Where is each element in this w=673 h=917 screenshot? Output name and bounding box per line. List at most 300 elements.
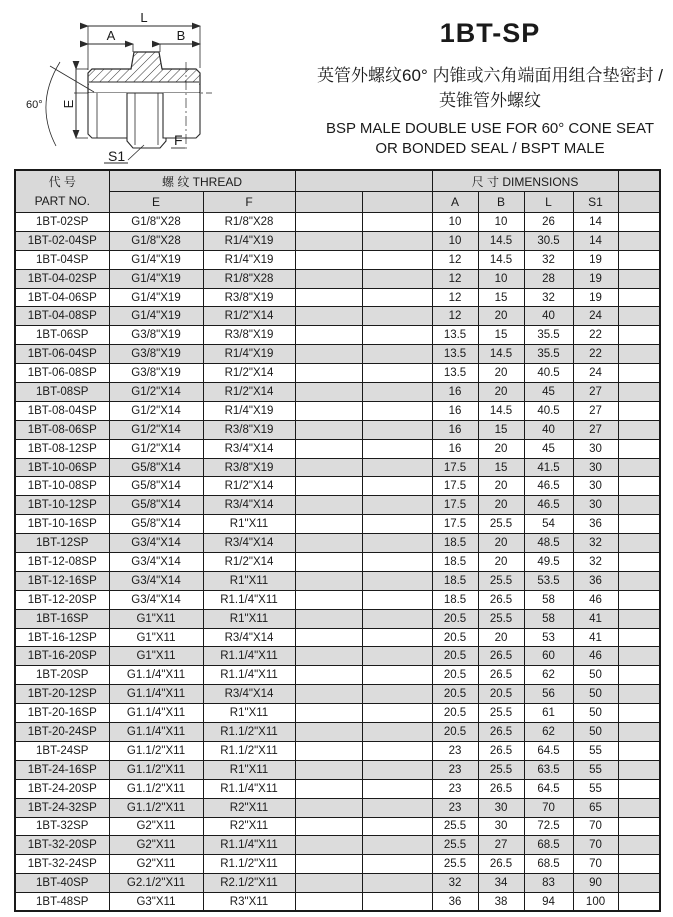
thread-e-cell: G1/2"X14 xyxy=(109,420,203,439)
empty-cell xyxy=(362,647,432,666)
thread-f-cell: R1/8"X28 xyxy=(203,269,295,288)
empty-cell xyxy=(295,307,362,326)
dim-b-cell: 20 xyxy=(478,307,524,326)
dim-l-cell: 62 xyxy=(524,723,573,742)
dim-b-cell: 20.5 xyxy=(478,685,524,704)
empty-cell xyxy=(295,364,362,383)
dim-b-cell: 26.5 xyxy=(478,590,524,609)
table-row xyxy=(15,534,660,553)
table-row xyxy=(15,855,660,874)
table-row xyxy=(15,364,660,383)
dim-s1-cell: 70 xyxy=(573,836,618,855)
empty-cell xyxy=(618,666,660,685)
part-no-cell: 1BT-32-24SP xyxy=(15,855,109,874)
header-part-no-en: PART NO. xyxy=(34,193,90,208)
empty-cell xyxy=(295,553,362,572)
table-row xyxy=(15,571,660,590)
cone-angle-arc xyxy=(46,62,60,146)
thread-e-cell: G1.1/2"X11 xyxy=(109,741,203,760)
thread-e-cell: G1.1/4"X11 xyxy=(109,685,203,704)
dim-l-cell: 54 xyxy=(524,515,573,534)
dim-a-cell: 13.5 xyxy=(432,364,478,383)
dim-a-cell: 18.5 xyxy=(432,590,478,609)
dim-b-cell: 20 xyxy=(478,364,524,383)
dim-l-cell: 53.5 xyxy=(524,571,573,590)
empty-cell xyxy=(295,704,362,723)
dim-a-cell: 20.5 xyxy=(432,704,478,723)
empty-cell xyxy=(295,496,362,515)
empty-cell xyxy=(618,307,660,326)
dim-s1-cell: 70 xyxy=(573,855,618,874)
part-no-cell: 1BT-32-20SP xyxy=(15,836,109,855)
thread-f-cell: R1.1/2"X11 xyxy=(203,741,295,760)
empty-cell xyxy=(295,723,362,742)
empty-cell xyxy=(295,458,362,477)
page-title: 1BT-SP xyxy=(439,18,541,48)
part-no-cell: 1BT-04-06SP xyxy=(15,288,109,307)
dim-a-cell: 16 xyxy=(432,401,478,420)
dim-l-cell: 58 xyxy=(524,609,573,628)
dim-s1-cell: 55 xyxy=(573,760,618,779)
dim-a-cell: 18.5 xyxy=(432,571,478,590)
thread-e-cell: G3/4"X14 xyxy=(109,590,203,609)
empty-cell xyxy=(362,213,432,232)
dim-s1-cell: 100 xyxy=(573,893,618,912)
empty-cell xyxy=(618,685,660,704)
empty-cell xyxy=(618,496,660,515)
dim-l-cell: 40.5 xyxy=(524,401,573,420)
dim-label-E: E xyxy=(61,99,76,109)
part-no-cell: 1BT-02-04SP xyxy=(15,231,109,250)
dim-b-cell: 20 xyxy=(478,496,524,515)
dim-a-cell: 16 xyxy=(432,439,478,458)
part-no-cell: 1BT-48SP xyxy=(15,893,109,912)
thread-f-cell: R1/2"X14 xyxy=(203,383,295,402)
table-row xyxy=(15,307,660,326)
thread-e-cell: G3/4"X14 xyxy=(109,534,203,553)
dim-a-cell: 12 xyxy=(432,269,478,288)
thread-f-cell: R3/4"X14 xyxy=(203,439,295,458)
dim-s1-cell: 50 xyxy=(573,685,618,704)
empty-cell xyxy=(618,647,660,666)
fitting-hex-nut xyxy=(127,93,166,148)
part-no-cell: 1BT-20SP xyxy=(15,666,109,685)
dim-a-cell: 25.5 xyxy=(432,817,478,836)
thread-e-cell: G1.1/4"X11 xyxy=(109,704,203,723)
empty-cell xyxy=(295,534,362,553)
dim-l-cell: 53 xyxy=(524,628,573,647)
empty-cell xyxy=(618,874,660,893)
dim-s1-cell: 36 xyxy=(573,515,618,534)
thread-e-cell: G1.1/4"X11 xyxy=(109,666,203,685)
dim-label-L: L xyxy=(140,12,148,25)
table-row xyxy=(15,401,660,420)
dim-a-cell: 12 xyxy=(432,288,478,307)
empty-cell xyxy=(362,590,432,609)
header-col-l: L xyxy=(524,192,573,213)
part-no-cell: 1BT-32SP xyxy=(15,817,109,836)
table-row xyxy=(15,723,660,742)
empty-cell xyxy=(618,836,660,855)
table-row xyxy=(15,666,660,685)
part-no-cell: 1BT-06-08SP xyxy=(15,364,109,383)
header-dimensions: 尺 寸 DIMENSIONS xyxy=(432,170,618,192)
dim-b-cell: 26.5 xyxy=(478,741,524,760)
thread-f-cell: R1/4"X19 xyxy=(203,231,295,250)
table-row xyxy=(15,326,660,345)
dim-a-cell: 13.5 xyxy=(432,326,478,345)
part-no-cell: 1BT-06-04SP xyxy=(15,345,109,364)
dim-l-cell: 58 xyxy=(524,590,573,609)
dim-a-cell: 16 xyxy=(432,420,478,439)
dim-a-cell: 20.5 xyxy=(432,647,478,666)
thread-e-cell: G2.1/2"X11 xyxy=(109,874,203,893)
empty-cell xyxy=(362,553,432,572)
dim-b-cell: 14.5 xyxy=(478,345,524,364)
empty-cell xyxy=(295,250,362,269)
dim-s1-cell: 50 xyxy=(573,666,618,685)
thread-f-cell: R1/4"X19 xyxy=(203,401,295,420)
empty-cell xyxy=(362,741,432,760)
subtitle-chinese-line2: 英锥管外螺纹 xyxy=(439,91,541,110)
empty-cell xyxy=(295,345,362,364)
empty-cell xyxy=(362,307,432,326)
thread-f-cell: R2"X11 xyxy=(203,798,295,817)
empty-cell xyxy=(362,855,432,874)
dim-l-cell: 49.5 xyxy=(524,553,573,572)
dim-l-cell: 40 xyxy=(524,307,573,326)
thread-f-cell: R1.1/2"X11 xyxy=(203,855,295,874)
dim-label-S1: S1 xyxy=(108,148,126,164)
thread-f-cell: R3/8"X19 xyxy=(203,420,295,439)
thread-f-cell: R3/8"X19 xyxy=(203,458,295,477)
table-row xyxy=(15,741,660,760)
header-col-f: F xyxy=(203,192,295,213)
dim-s1-cell: 70 xyxy=(573,817,618,836)
dim-l-cell: 94 xyxy=(524,893,573,912)
dim-b-cell: 14.5 xyxy=(478,401,524,420)
dim-a-cell: 20.5 xyxy=(432,685,478,704)
empty-cell xyxy=(362,628,432,647)
dim-s1-cell: 22 xyxy=(573,345,618,364)
dim-s1-cell: 27 xyxy=(573,401,618,420)
part-no-cell: 1BT-10-12SP xyxy=(15,496,109,515)
dim-b-cell: 20 xyxy=(478,553,524,572)
technical-drawing xyxy=(8,12,223,167)
header-part-no xyxy=(15,170,109,213)
part-no-cell: 1BT-20-24SP xyxy=(15,723,109,742)
part-no-cell: 1BT-02SP xyxy=(15,213,109,232)
dim-s1-cell: 46 xyxy=(573,647,618,666)
thread-e-cell: G1/2"X14 xyxy=(109,401,203,420)
dim-l-cell: 64.5 xyxy=(524,779,573,798)
part-no-cell: 1BT-16-12SP xyxy=(15,628,109,647)
table-row xyxy=(15,893,660,912)
thread-e-cell: G1.1/2"X11 xyxy=(109,760,203,779)
dim-b-cell: 25.5 xyxy=(478,515,524,534)
part-no-cell: 1BT-04-08SP xyxy=(15,307,109,326)
dim-s1-cell: 27 xyxy=(573,420,618,439)
table-row xyxy=(15,628,660,647)
thread-e-cell: G5/8"X14 xyxy=(109,477,203,496)
dim-s1-cell: 30 xyxy=(573,458,618,477)
dim-l-cell: 40.5 xyxy=(524,364,573,383)
subtitle-chinese-line1: 英管外螺纹60° 内锥或六角端面用组合垫密封 / xyxy=(317,66,663,85)
dim-a-cell: 23 xyxy=(432,741,478,760)
dim-l-cell: 45 xyxy=(524,383,573,402)
thread-f-cell: R3/4"X14 xyxy=(203,496,295,515)
table-row xyxy=(15,439,660,458)
angle-label: 60° xyxy=(26,99,43,111)
thread-e-cell: G1"X11 xyxy=(109,647,203,666)
thread-f-cell: R1"X11 xyxy=(203,515,295,534)
dim-b-cell: 15 xyxy=(478,458,524,477)
dim-a-cell: 17.5 xyxy=(432,477,478,496)
subtitle-english-line1: BSP MALE DOUBLE USE FOR 60° CONE SEAT xyxy=(325,120,655,137)
empty-cell xyxy=(362,420,432,439)
dim-label-B: B xyxy=(176,28,186,43)
dim-a-cell: 17.5 xyxy=(432,515,478,534)
part-no-cell: 1BT-06SP xyxy=(15,326,109,345)
table-row xyxy=(15,515,660,534)
dim-a-cell: 10 xyxy=(432,213,478,232)
empty-cell xyxy=(362,723,432,742)
empty-cell xyxy=(362,383,432,402)
part-dimensions-table xyxy=(14,169,661,912)
empty-cell xyxy=(362,269,432,288)
dim-a-cell: 32 xyxy=(432,874,478,893)
part-no-cell: 1BT-20-12SP xyxy=(15,685,109,704)
empty-cell xyxy=(362,874,432,893)
dim-b-cell: 14.5 xyxy=(478,250,524,269)
empty-cell xyxy=(362,231,432,250)
table-row xyxy=(15,477,660,496)
dim-l-cell: 68.5 xyxy=(524,855,573,874)
table-row xyxy=(15,609,660,628)
table-row xyxy=(15,647,660,666)
thread-e-cell: G5/8"X14 xyxy=(109,515,203,534)
dim-s1-cell: 19 xyxy=(573,250,618,269)
part-no-cell: 1BT-04-02SP xyxy=(15,269,109,288)
dim-s1-cell: 55 xyxy=(573,741,618,760)
dim-b-cell: 30 xyxy=(478,798,524,817)
empty-cell xyxy=(295,855,362,874)
dim-b-cell: 26.5 xyxy=(478,779,524,798)
dim-b-cell: 26.5 xyxy=(478,666,524,685)
empty-cell xyxy=(618,439,660,458)
dim-b-cell: 20 xyxy=(478,628,524,647)
dim-l-cell: 56 xyxy=(524,685,573,704)
empty-cell xyxy=(362,250,432,269)
dim-s1-cell: 50 xyxy=(573,704,618,723)
empty-cell xyxy=(618,893,660,912)
empty-cell xyxy=(362,798,432,817)
thread-e-cell: G1.1/4"X11 xyxy=(109,723,203,742)
thread-e-cell: G3/8"X19 xyxy=(109,326,203,345)
thread-e-cell: G1/4"X19 xyxy=(109,307,203,326)
table-row xyxy=(15,704,660,723)
dim-s1-cell: 27 xyxy=(573,383,618,402)
empty-cell xyxy=(618,855,660,874)
empty-cell xyxy=(295,590,362,609)
thread-f-cell: R1/4"X19 xyxy=(203,345,295,364)
table-row xyxy=(15,685,660,704)
dim-l-cell: 30.5 xyxy=(524,231,573,250)
header-col-e: E xyxy=(109,192,203,213)
empty-cell xyxy=(295,874,362,893)
part-no-cell: 1BT-12-20SP xyxy=(15,590,109,609)
table-row xyxy=(15,420,660,439)
empty-cell xyxy=(618,590,660,609)
empty-cell xyxy=(362,836,432,855)
part-no-cell: 1BT-16-20SP xyxy=(15,647,109,666)
empty-cell xyxy=(295,515,362,534)
table-row xyxy=(15,345,660,364)
dim-b-cell: 15 xyxy=(478,326,524,345)
part-no-cell: 1BT-20-16SP xyxy=(15,704,109,723)
dim-l-cell: 26 xyxy=(524,213,573,232)
table-row xyxy=(15,798,660,817)
dim-a-cell: 16 xyxy=(432,383,478,402)
dim-l-cell: 70 xyxy=(524,798,573,817)
empty-cell xyxy=(362,685,432,704)
dim-b-cell: 38 xyxy=(478,893,524,912)
dim-l-cell: 62 xyxy=(524,666,573,685)
empty-cell xyxy=(295,420,362,439)
thread-f-cell: R1/2"X14 xyxy=(203,477,295,496)
dim-s1-cell: 36 xyxy=(573,571,618,590)
empty-cell xyxy=(618,477,660,496)
dim-l-cell: 45 xyxy=(524,439,573,458)
empty-cell xyxy=(295,666,362,685)
dim-b-cell: 26.5 xyxy=(478,647,524,666)
part-no-cell: 1BT-12-08SP xyxy=(15,553,109,572)
empty-cell xyxy=(618,288,660,307)
empty-cell xyxy=(618,534,660,553)
thread-f-cell: R1/4"X19 xyxy=(203,250,295,269)
table-row xyxy=(15,874,660,893)
empty-cell xyxy=(362,288,432,307)
dim-s1-cell: 22 xyxy=(573,326,618,345)
dim-s1-cell: 32 xyxy=(573,534,618,553)
empty-cell xyxy=(295,779,362,798)
thread-f-cell: R3/4"X14 xyxy=(203,685,295,704)
thread-f-cell: R1"X11 xyxy=(203,571,295,590)
empty-cell xyxy=(362,571,432,590)
thread-e-cell: G3"X11 xyxy=(109,893,203,912)
empty-cell xyxy=(618,231,660,250)
empty-cell xyxy=(295,401,362,420)
dim-a-cell: 23 xyxy=(432,779,478,798)
table-row xyxy=(15,760,660,779)
dim-l-cell: 83 xyxy=(524,874,573,893)
header-col-empty1 xyxy=(295,192,362,213)
dim-b-cell: 14.5 xyxy=(478,231,524,250)
dim-a-cell: 20.5 xyxy=(432,609,478,628)
empty-cell xyxy=(295,213,362,232)
dim-b-cell: 26.5 xyxy=(478,723,524,742)
dim-a-cell: 20.5 xyxy=(432,723,478,742)
thread-e-cell: G1/8"X28 xyxy=(109,231,203,250)
dim-a-cell: 18.5 xyxy=(432,553,478,572)
thread-e-cell: G3/4"X14 xyxy=(109,571,203,590)
dim-s1-cell: 65 xyxy=(573,798,618,817)
dim-s1-cell: 30 xyxy=(573,477,618,496)
thread-e-cell: G1/8"X28 xyxy=(109,213,203,232)
thread-f-cell: R1"X11 xyxy=(203,609,295,628)
part-no-cell: 1BT-08-06SP xyxy=(15,420,109,439)
empty-cell xyxy=(295,685,362,704)
thread-f-cell: R1.1/4"X11 xyxy=(203,779,295,798)
dim-l-cell: 40 xyxy=(524,420,573,439)
part-no-cell: 1BT-24-32SP xyxy=(15,798,109,817)
dim-b-cell: 15 xyxy=(478,420,524,439)
thread-e-cell: G1/4"X19 xyxy=(109,288,203,307)
heading-block xyxy=(310,18,670,159)
dim-b-cell: 20 xyxy=(478,534,524,553)
dim-l-cell: 60 xyxy=(524,647,573,666)
dim-b-cell: 10 xyxy=(478,213,524,232)
dim-b-cell: 25.5 xyxy=(478,760,524,779)
dim-a-cell: 23 xyxy=(432,760,478,779)
thread-f-cell: R1/2"X14 xyxy=(203,553,295,572)
empty-cell xyxy=(295,647,362,666)
table-row xyxy=(15,779,660,798)
empty-cell xyxy=(295,760,362,779)
dim-s1-cell: 41 xyxy=(573,609,618,628)
empty-cell xyxy=(362,364,432,383)
dim-a-cell: 20.5 xyxy=(432,628,478,647)
dim-b-cell: 25.5 xyxy=(478,704,524,723)
empty-cell xyxy=(618,213,660,232)
table-row xyxy=(15,458,660,477)
part-no-cell: 1BT-10-16SP xyxy=(15,515,109,534)
dim-b-cell: 25.5 xyxy=(478,571,524,590)
table-row xyxy=(15,836,660,855)
part-no-cell: 1BT-24-16SP xyxy=(15,760,109,779)
dim-l-cell: 35.5 xyxy=(524,326,573,345)
empty-cell xyxy=(295,326,362,345)
empty-cell xyxy=(362,515,432,534)
empty-cell xyxy=(362,401,432,420)
table-row xyxy=(15,590,660,609)
table-row xyxy=(15,269,660,288)
dim-b-cell: 20 xyxy=(478,439,524,458)
thread-f-cell: R1/8"X28 xyxy=(203,213,295,232)
thread-e-cell: G1"X11 xyxy=(109,609,203,628)
part-no-cell: 1BT-10-06SP xyxy=(15,458,109,477)
header-col-empty2 xyxy=(362,192,432,213)
empty-cell xyxy=(362,458,432,477)
dim-l-cell: 28 xyxy=(524,269,573,288)
thread-f-cell: R2.1/2"X11 xyxy=(203,874,295,893)
empty-cell xyxy=(618,741,660,760)
header-empty-middle xyxy=(295,170,432,192)
empty-cell xyxy=(362,704,432,723)
dim-a-cell: 20.5 xyxy=(432,666,478,685)
dim-a-cell: 18.5 xyxy=(432,534,478,553)
empty-cell xyxy=(295,231,362,250)
header-thread: 螺 纹 THREAD xyxy=(109,170,295,192)
thread-f-cell: R1/2"X14 xyxy=(203,307,295,326)
empty-cell xyxy=(618,515,660,534)
empty-cell xyxy=(618,345,660,364)
dim-b-cell: 20 xyxy=(478,477,524,496)
empty-cell xyxy=(618,326,660,345)
thread-e-cell: G1.1/2"X11 xyxy=(109,779,203,798)
fitting-lower-left xyxy=(88,93,131,138)
thread-f-cell: R1/2"X14 xyxy=(203,364,295,383)
